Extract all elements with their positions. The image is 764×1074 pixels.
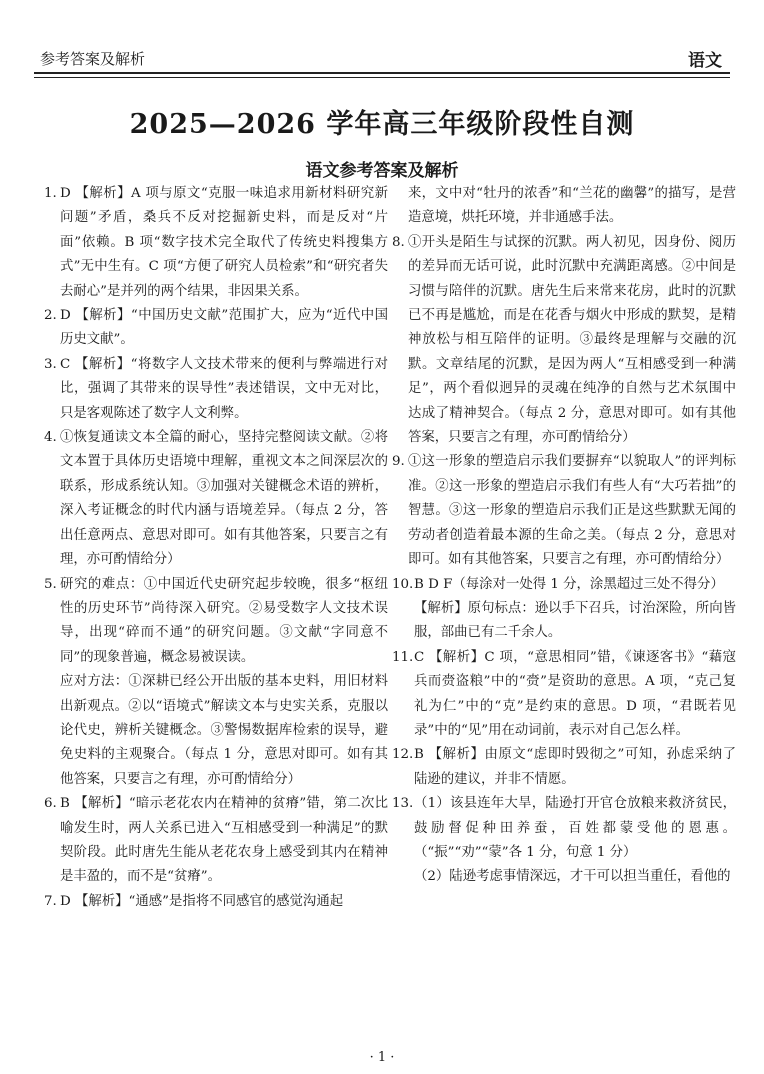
answer-paragraph: 应对方法：①深耕已经公开出版的基本史料，用旧材料出新观点。②以“语境式”解读文本与史实关系，克服以论代史，辨析关键概念。③警惕数据库检索的误导，避免史料的主观聚合。（每点 1 分，意思对即可。如有其他答案，只要言之有理，亦可酌情给分） [60,674,388,787]
page-title: 2025—2026 学年高三年级阶段性自测 [129,109,635,140]
answer-item [392,743,736,792]
item-number: 9. [392,454,405,470]
item-text: ①这一形象的塑造启示我们要摒弃“以貌取人”的评判标准。②这一形象的塑造启示我们有些人有“大巧若拙”的智慧。③这一形象的塑造启示我们正是这些默默无闻的劳动者创造着最本源的生命之美。（每点 2 分，意思对即可。如有其他答案，只要言之有理，亦可酌情给分） [408,454,736,568]
item-number: 2. [44,308,57,324]
item-text: B 【解析】由原文“虑即时毁彻之”可知，孙虑采纳了陆逊的建议，并非不情愿。 [414,747,736,787]
header-rule-thin [34,77,730,78]
header-rule-thick [34,72,730,74]
item-number: 6. [44,796,57,812]
item-number: 3. [44,356,57,372]
item-text: 研究的难点：①中国近代史研究起步较晚，很多“枢纽性的历史环节”尚待深入研究。②易受数字人文技术误导，出现“碎而不通”的研究问题。③文献“字同意不同”的现象普遍，概念易被误读。 [60,576,388,665]
item-number: 10. [392,576,414,592]
answer-item [44,304,388,353]
left-column [44,182,388,914]
item-number: 11. [392,649,414,665]
answer-item [392,231,736,451]
item-text: C 【解析】C 项，“意思相同”错，《谏逐客书》“藉寇兵而赍盗粮”中的“赍”是资助的意思。A 项，“克己复礼为仁”中的“克”是约束的意思。D 项，“君既若见录”中的“见”用在动词前，表示对自己怎么样。 [414,649,736,738]
answer-item [44,353,388,426]
item-text: ①开头是陌生与试探的沉默。两人初见，因身份、阅历的差异而无话可说，此时沉默中充满距离感。②中间是习惯与陪伴的沉默。唐先生后来常来花房，此时的沉默已不再是尴尬，而是在花香与烟火中形成的默契，是精神放松与相互陪伴的证明。③最终是理解与交融的沉默。文章结尾的沉默，是因为两人“互相感受到一种满足”，两个看似迥异的灵魂在纯净的自然与艺术氛围中达成了精神契合。（每点 2 分，意思对即可。如有其他答案，只要言之有理，亦可酌情给分） [408,234,736,446]
answer-item [44,426,388,572]
answer-item [44,573,388,671]
item-number: 8. [392,234,405,250]
answer-item [44,792,388,890]
item-text: C 【解析】“将数字人文技术带来的便利与弊端进行对比，强调了其带来的误导性”表述错误，文中无对比，只是客观陈述了数字人文利弊。 [60,356,388,421]
item-number: 12. [392,747,414,763]
answer-item [44,890,388,914]
answer-item [44,182,388,304]
item-number: 1. [44,186,57,201]
item-text: D 【解析】A 项与原文“克服一味追求用新材料研究新问题”矛盾，桑兵不反对挖掘新史料，而是反对“片面”依赖。B 项“数字技术完全取代了传统史料搜集方式”无中生有。C 项“方便了研究人员检索”和“研究者失去耐心”是并列的两个结果，非因果关系。 [60,186,388,299]
answer-paragraph: （2）陆逊考虑事情深远，才干可以担当重任，看他的 [414,869,731,885]
page-subtitle: 语文参考答案及解析 [305,161,459,181]
header-subject-label: 语文 [688,51,722,71]
answer-item [392,450,736,572]
right-column [392,182,736,890]
item-text: ①恢复通读文本全篇的耐心，坚持完整阅读文献。②将文本置于具体历史语境中理解，重视文本之间深层次的联系，形成系统认知。③加强对关键概念术语的辨析，深入考证概念的时代内涵与语境差异。（每点 2 分，答出任意两点、意思对即可。如有其他答案，只要言之有理，亦可酌情给分） [60,430,388,568]
item-number: 13. [392,796,414,812]
page-header [34,46,730,72]
item-number: 5. [44,576,57,592]
answer-item [392,792,736,865]
item-number: 7. [44,893,57,909]
answer-item [392,646,736,744]
item-text: D 【解析】“通感”是指将不同感官的感觉沟通起 [60,893,344,909]
item-number: 4. [44,430,57,446]
answer-paragraph: 来，文中对“牡丹的浓香”和“兰花的幽馨”的描写，是营造意境，烘托环境，并非通感手法。 [408,186,736,226]
answer-paragraph: 【解析】原句标点：逊以手下召兵，讨治深险，所向皆服，部曲已有二千余人。 [414,600,736,641]
item-text: B D F（每涂对一处得 1 分，涂黑超过三处不得分） [414,576,724,592]
item-text: B 【解析】“暗示老花农内在精神的贫瘠”错，第二次比喻发生时，两人关系已进入“互相感受到一种满足”的默契阶段。此时唐先生能从老花农身上感受到其内在精神是丰盈的，而不是“贫瘠”。 [60,796,388,885]
item-text: （1）该县连年大旱，陆逊打开官仓放粮来救济贫民，鼓励督促种田养蚕，百姓都蒙受他的恩惠。（“振”“劝”“蒙”各 1 分，句意 1 分） [414,796,736,860]
answer-item [392,573,736,597]
header-left-label: 参考答案及解析 [40,50,146,68]
page-number: · 1 · [369,1050,395,1065]
item-text: D 【解析】“中国历史文献”范围扩大，应为“近代中国历史文献”。 [60,308,388,348]
